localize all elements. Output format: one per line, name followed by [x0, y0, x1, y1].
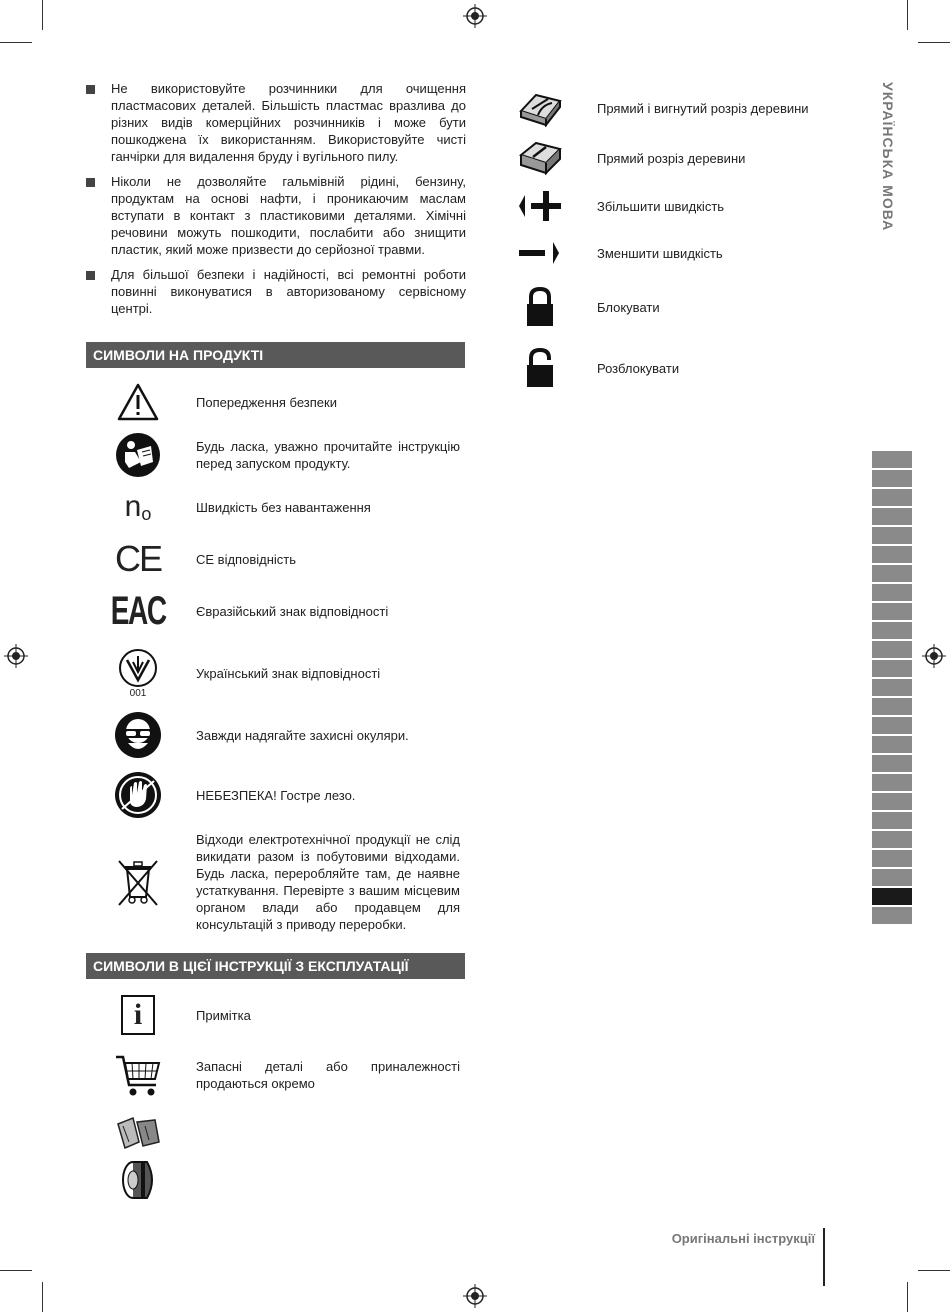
read-manual-icon [110, 430, 166, 480]
symbol-row [110, 1155, 470, 1205]
bullet-square-icon [86, 178, 95, 187]
crop-mark [0, 42, 32, 43]
symbol-row [110, 710, 470, 760]
language-tab [872, 850, 912, 867]
symbol-description: Завжди надягайте захисні окуляри. [196, 727, 409, 743]
right-symbol-description: Зменшити швидкість [597, 245, 723, 261]
straight-curved-cut-icon [515, 86, 565, 130]
right-symbol-description: Прямий і вигнутий розріз деревини [597, 100, 809, 116]
ce-glyph: CE [114, 538, 161, 579]
symbol-row [110, 430, 470, 480]
registration-mark-icon [922, 644, 946, 668]
weee-bin-icon [110, 826, 166, 938]
unlock-icon [515, 346, 565, 390]
right-symbol-row [515, 184, 724, 228]
crop-mark [907, 0, 908, 30]
footer-divider [823, 1228, 825, 1286]
language-tab-active [872, 888, 912, 905]
section-heading-manual-symbols: СИМВОЛИ В ЦІЄЇ ІНСТРУКЦІЇ З ЕКСПЛУАТАЦІЇ [86, 953, 465, 979]
speed-glyph: n [124, 490, 142, 523]
section-heading-product-symbols: СИМВОЛИ НА ПРОДУКТІ [86, 342, 465, 368]
crop-mark [0, 1270, 32, 1271]
right-symbol-description: Розблокувати [597, 360, 680, 376]
registration-mark-icon [4, 644, 28, 668]
symbol-description: Відходи електротехнічної продукції не слід викидати разом із побутовими відходами. Будь ласка, переробляйте там, де наявне устаткування. Перевірте з вашим місцевим органом влади або продавцем для консультацій з приводу переробки. [196, 832, 460, 932]
right-symbol-row [515, 86, 809, 130]
bullet-item [86, 80, 466, 165]
language-tab [872, 869, 912, 886]
language-tab [872, 831, 912, 848]
language-tab [872, 565, 912, 582]
registration-mark-icon [463, 1284, 487, 1308]
bullet-text: Ніколи не дозволяйте гальмівній рідині, бензину, продуктам на основі нафти, і проникаючим маслам вступати в контакт з пластиковими деталями. Хімічні речовини можуть пошкодити, послабити або знищити пластик, який може призвести до серйозної травми. [111, 174, 466, 257]
symbol-row [110, 826, 470, 938]
language-tab [872, 774, 912, 791]
bullet-square-icon [86, 271, 95, 280]
crop-mark [918, 42, 950, 43]
symbol-row [110, 1107, 470, 1157]
ua-conformity-icon [110, 645, 166, 701]
symbol-row [110, 1050, 470, 1100]
gloves-icon [110, 1107, 166, 1157]
right-symbol-row [515, 136, 745, 180]
language-tab [872, 641, 912, 658]
symbol-row [110, 534, 470, 584]
language-tab [872, 736, 912, 753]
right-symbol-row [515, 231, 723, 275]
symbol-row [110, 770, 470, 820]
symbol-description: Примітка [196, 1007, 251, 1023]
warning-triangle-icon [110, 377, 166, 427]
right-symbol-row [515, 346, 679, 390]
symbol-description: Будь ласка, уважно прочитайте інструкцію перед запуском продукту. [196, 439, 460, 471]
language-tab [872, 527, 912, 544]
bullet-text: Для більшої безпеки і надійності, всі ремонтні роботи повинні виконуватися в авторизованому сервісному центрі. [111, 267, 466, 316]
symbol-row [110, 482, 470, 532]
language-tab [872, 660, 912, 677]
right-symbol-description: Збільшити швидкість [597, 198, 725, 214]
symbol-description: Український знак відповідності [196, 665, 381, 681]
crop-mark [42, 0, 43, 30]
symbol-description: CE відповідність [196, 551, 296, 567]
right-symbol-description: Прямий розріз деревини [597, 150, 746, 166]
shopping-cart-icon [110, 1050, 166, 1100]
speed-subscript: o [141, 503, 152, 524]
language-tab [872, 489, 912, 506]
info-note-icon [110, 990, 166, 1040]
ua-mark-code: 001 [129, 687, 147, 699]
crop-mark [918, 1270, 950, 1271]
language-tab [872, 622, 912, 639]
language-side-title: УКРАЇНСЬКА МОВА [880, 82, 896, 232]
eac-mark-icon [110, 586, 166, 636]
language-tab [872, 698, 912, 715]
language-tab [872, 603, 912, 620]
bullet-text: Не використовуйте розчинники для очищення пластмасових деталей. Більшість пластмас вразлива до різних видів комерційних розчинників і може бути пошкоджена їх використанням. Використовуйте чисті ганчірки для видалення бруду і вугільного пилу. [111, 81, 466, 164]
safety-goggles-icon [110, 710, 166, 760]
no-load-speed-icon [110, 482, 166, 532]
bullet-item [86, 173, 466, 258]
bullet-square-icon [86, 85, 95, 94]
info-glyph: i [121, 995, 155, 1035]
language-tab [872, 546, 912, 563]
crop-mark [42, 1282, 43, 1312]
language-tab [872, 793, 912, 810]
symbol-row [110, 586, 470, 636]
maintenance-bullets [86, 80, 466, 325]
decrease-speed-icon [515, 231, 565, 275]
language-tab [872, 717, 912, 734]
language-tab [872, 755, 912, 772]
language-tab [872, 508, 912, 525]
registration-mark-icon [463, 4, 487, 28]
language-tab [872, 584, 912, 601]
symbol-description: Швидкість без навантаження [196, 499, 371, 515]
language-tab [872, 451, 912, 468]
language-tab [872, 679, 912, 696]
increase-speed-icon [515, 184, 565, 228]
eac-glyph: EAC [110, 588, 166, 633]
lock-icon [515, 285, 565, 329]
language-tab [872, 907, 912, 924]
language-tab [872, 812, 912, 829]
right-symbol-row [515, 285, 660, 329]
crop-mark [907, 1282, 908, 1312]
symbol-row [110, 990, 470, 1040]
symbol-row [110, 645, 470, 701]
language-tab [872, 470, 912, 487]
symbol-description: Попередження безпеки [196, 394, 337, 410]
ce-mark-icon [110, 534, 166, 584]
sharp-blade-hand-icon [110, 770, 166, 820]
tape-roll-icon [110, 1155, 166, 1205]
symbol-description: Євразійський знак відповідності [196, 603, 389, 619]
right-symbol-description: Блокувати [597, 299, 660, 315]
symbol-description: НЕБЕЗПЕКА! Гостре лезо. [196, 787, 356, 803]
bullet-item [86, 266, 466, 317]
straight-cut-icon [515, 136, 565, 180]
symbol-description: Запасні деталі або приналежності продаються окремо [196, 1059, 460, 1091]
footer-text: Оригінальні інструкції [671, 1231, 815, 1246]
language-tabs [872, 451, 912, 926]
symbol-row [110, 377, 470, 427]
